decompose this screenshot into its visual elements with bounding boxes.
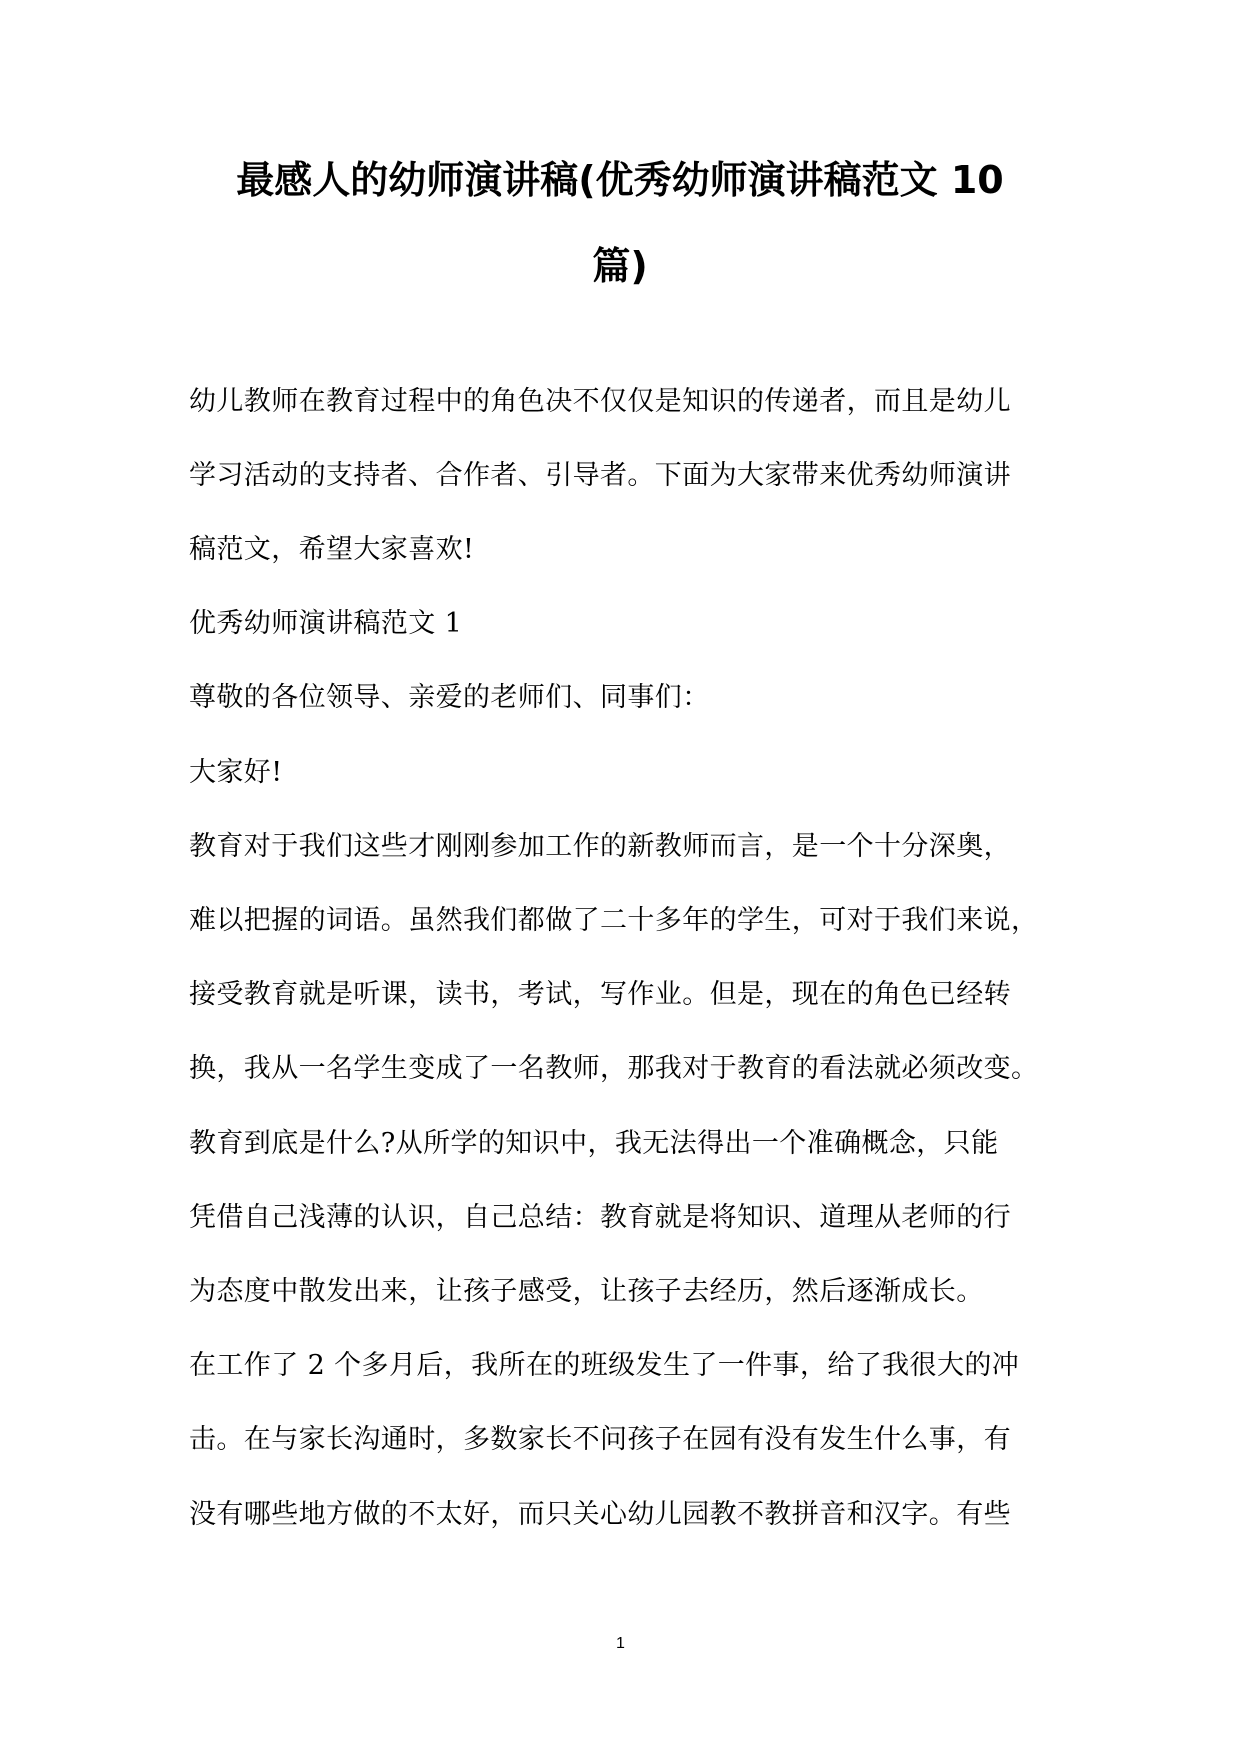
body-line-15: 击。在与家长沟通时，多数家长不问孩子在园有没有发生什么事，有 <box>189 1424 1011 1455</box>
page-number: 1 <box>616 1635 625 1652</box>
body-line-13: 为态度中散发出来，让孩子感受，让孩子去经历，然后逐渐成长。 <box>189 1276 984 1307</box>
body-line-16: 没有哪些地方做的不太好，而只关心幼儿园教不教拼音和汉字。有些 <box>189 1499 1011 1530</box>
body-line-3: 稿范文，希望大家喜欢! <box>189 534 475 565</box>
body-line-14: 在工作了 2 个多月后，我所在的班级发生了一件事，给了我很大的冲 <box>189 1350 1020 1381</box>
body-line-8: 难以把握的词语。虽然我们都做了二十多年的学生，可对于我们来说， <box>189 905 1039 936</box>
body-line-1: 幼儿教师在教育过程中的角色决不仅仅是知识的传递者，而且是幼儿 <box>189 386 1011 417</box>
body-line-12: 凭借自己浅薄的认识，自己总结：教育就是将知识、道理从老师的行 <box>189 1202 1011 1233</box>
greeting: 大家好! <box>189 757 283 788</box>
salutation: 尊敬的各位领导、亲爱的老师们、同事们： <box>189 682 710 713</box>
body-line-7: 教育对于我们这些才刚刚参加工作的新教师而言，是一个十分深奥， <box>189 831 1011 862</box>
document-title-line-1: 最感人的幼师演讲稿(优秀幼师演讲稿范文 10 <box>236 158 1004 202</box>
body-line-9: 接受教育就是听课，读书，考试，写作业。但是，现在的角色已经转 <box>189 979 1011 1010</box>
body-line-2: 学习活动的支持者、合作者、引导者。下面为大家带来优秀幼师演讲 <box>189 460 1011 491</box>
body-line-11: 教育到底是什么?从所学的知识中，我无法得出一个准确概念，只能 <box>189 1128 999 1159</box>
document-title-line-2: 篇) <box>592 244 648 288</box>
section-heading: 优秀幼师演讲稿范文 1 <box>189 608 463 639</box>
body-line-10: 换，我从一名学生变成了一名教师，那我对于教育的看法就必须改变。 <box>189 1053 1039 1084</box>
